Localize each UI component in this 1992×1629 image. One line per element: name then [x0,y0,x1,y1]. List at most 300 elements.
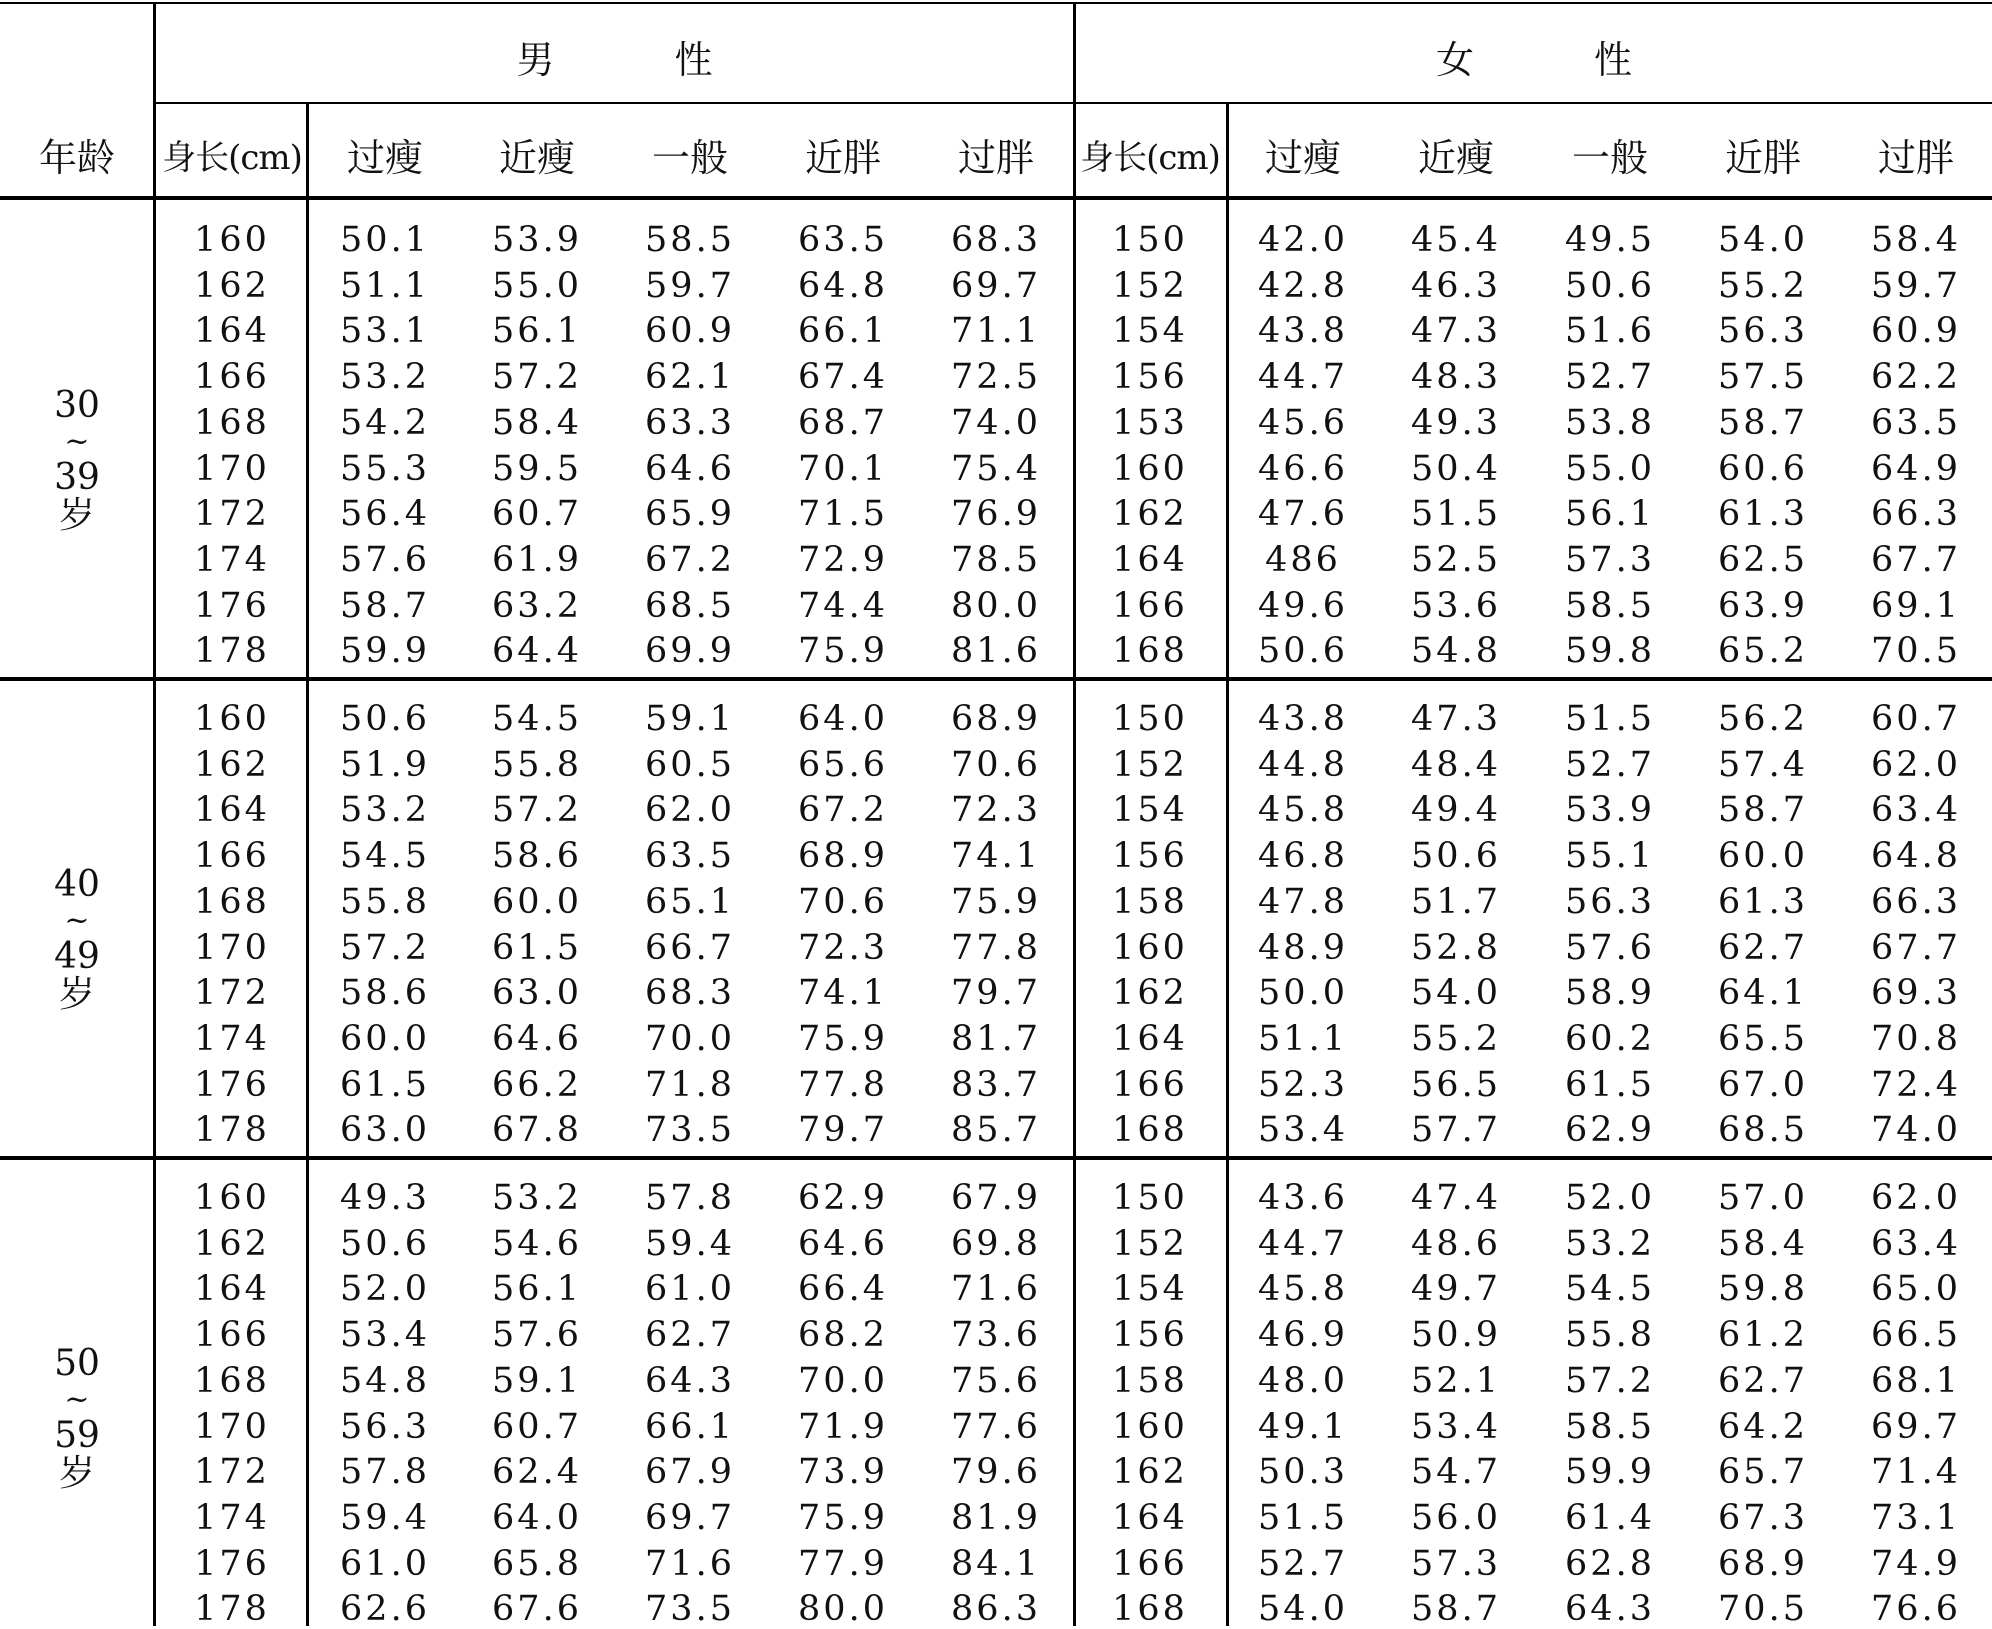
table-cell: 73.5 [645,1110,735,1150]
table-cell: 60.0 [340,1019,430,1059]
table-cell: 49.6 [1258,586,1348,626]
table-cell: 160 [194,220,270,260]
female-chubby-header: 近胖 [1724,136,1801,180]
table-cell: 44.8 [1258,745,1348,785]
table-cell: 47.4 [1411,1178,1501,1218]
table-cell: 48.3 [1411,357,1501,397]
table-cell: 68.3 [951,220,1041,260]
table-cell: 55.3 [340,449,430,489]
table-cell: 160 [194,699,270,739]
table-cell: 54.7 [1411,1452,1501,1492]
table-cell: 166 [194,357,270,397]
table-cell: 65.5 [1718,1019,1808,1059]
table-cell: 50.4 [1411,449,1501,489]
table-cell: 67.7 [1871,928,1961,968]
table-cell: 72.9 [798,540,888,580]
table-cell: 63.0 [492,973,582,1013]
table-cell: 154 [1112,1269,1188,1309]
female-header-char-1: 女 [1435,38,1474,82]
table-cell: 63.4 [1871,1224,1961,1264]
table-cell: 174 [194,1498,270,1538]
table-cell: 64.0 [492,1498,582,1538]
table-cell: 85.7 [951,1110,1041,1150]
table-cell: 63.5 [798,220,888,260]
table-cell: 55.1 [1565,836,1655,876]
table-cell: 62.5 [1718,540,1808,580]
table-cell: 64.3 [645,1361,735,1401]
table-cell: 52.7 [1565,357,1655,397]
table-cell: 170 [194,1407,270,1447]
table-cell: 61.0 [340,1544,430,1584]
table-cell: 158 [1112,882,1188,922]
table-cell: 53.2 [492,1178,582,1218]
table-cell: 63.3 [645,403,735,443]
table-cell: 154 [1112,790,1188,830]
table-cell: 64.6 [492,1019,582,1059]
table-cell: 56.4 [340,494,430,534]
table-cell: 54.0 [1718,220,1808,260]
age-group-label-part: 50 [54,1342,100,1384]
table-cell: 53.4 [1411,1407,1501,1447]
table-cell: 64.9 [1871,449,1961,489]
table-cell: 170 [194,449,270,489]
table-cell: 44.7 [1258,357,1348,397]
table-cell: 69.7 [951,266,1041,306]
table-cell: 79.7 [951,973,1041,1013]
age-group-label-part: 40 [54,863,100,905]
table-cell: 49.4 [1411,790,1501,830]
table-cell: 61.0 [645,1269,735,1309]
table-cell: 158 [1112,1361,1188,1401]
table-cell: 52.1 [1411,1361,1501,1401]
table-cell: 54.5 [340,836,430,876]
table-cell: 55.8 [1565,1315,1655,1355]
table-cell: 68.2 [798,1315,888,1355]
table-cell: 166 [1112,1065,1188,1105]
table-cell: 54.6 [492,1224,582,1264]
table-cell: 75.9 [951,882,1041,922]
table-cell: 50.3 [1258,1452,1348,1492]
table-cell: 150 [1112,1178,1188,1218]
table-cell: 74.0 [951,403,1041,443]
table-cell: 58.7 [1411,1589,1501,1629]
table-cell: 51.1 [340,266,430,306]
table-cell: 486 [1265,540,1341,580]
table-cell: 56.3 [1565,882,1655,922]
table-cell: 63.5 [645,836,735,876]
table-cell: 61.5 [340,1065,430,1105]
table-cell: 160 [1112,449,1188,489]
table-cell: 77.8 [798,1065,888,1105]
table-cell: 63.5 [1871,403,1961,443]
table-cell: 174 [194,540,270,580]
table-cell: 162 [1112,973,1188,1013]
table-cell: 56.1 [492,311,582,351]
table-cell: 64.8 [798,266,888,306]
table-cell: 172 [194,1452,270,1492]
table-cell: 53.4 [1258,1110,1348,1150]
table-cell: 59.5 [492,449,582,489]
table-cell: 45.4 [1411,220,1501,260]
table-cell: 150 [1112,699,1188,739]
table-cell: 73.9 [798,1452,888,1492]
female-height-header: 身长(cm) [1080,138,1220,178]
table-cell: 57.2 [492,790,582,830]
table-cell: 176 [194,1065,270,1105]
table-cell: 64.2 [1718,1407,1808,1447]
table-cell: 160 [1112,1407,1188,1447]
table-cell: 58.5 [645,220,735,260]
table-cell: 84.1 [951,1544,1041,1584]
table-cell: 70.5 [1718,1589,1808,1629]
table-cell: 58.9 [1565,973,1655,1013]
female-thin-header: 近瘦 [1417,136,1494,180]
table-cell: 60.6 [1718,449,1808,489]
table-cell: 57.6 [1565,928,1655,968]
table-cell: 57.6 [492,1315,582,1355]
table-cell: 71.4 [1871,1452,1961,1492]
table-cell: 71.6 [951,1269,1041,1309]
table-cell: 73.6 [951,1315,1041,1355]
table-cell: 59.1 [492,1361,582,1401]
table-cell: 65.0 [1871,1269,1961,1309]
table-cell: 61.5 [492,928,582,968]
table-cell: 65.9 [645,494,735,534]
table-cell: 65.1 [645,882,735,922]
table-cell: 55.2 [1411,1019,1501,1059]
table-cell: 51.6 [1565,311,1655,351]
table-cell: 56.1 [1565,494,1655,534]
table-cell: 178 [194,1589,270,1629]
table-cell: 156 [1112,357,1188,397]
table-cell: 61.5 [1565,1065,1655,1105]
table-cell: 162 [194,745,270,785]
table-cell: 58.4 [1718,1224,1808,1264]
table-cell: 54.5 [492,699,582,739]
table-cell: 62.7 [1718,1361,1808,1401]
table-cell: 162 [194,266,270,306]
table-cell: 74.0 [1871,1110,1961,1150]
table-cell: 70.6 [798,882,888,922]
table-cell: 81.7 [951,1019,1041,1059]
table-cell: 150 [1112,220,1188,260]
table-cell: 59.8 [1718,1269,1808,1309]
table-cell: 60.5 [645,745,735,785]
table-cell: 50.6 [340,1224,430,1264]
table-cell: 50.6 [1565,266,1655,306]
table-cell: 46.3 [1411,266,1501,306]
table-cell: 60.0 [492,882,582,922]
table-cell: 74.1 [798,973,888,1013]
table-cell: 54.0 [1258,1589,1348,1629]
male-header-char-1: 男 [516,38,555,82]
table-cell: 67.9 [645,1452,735,1492]
table-cell: 57.0 [1718,1178,1808,1218]
table-cell: 60.0 [1718,836,1808,876]
male-very-thin-header: 过瘦 [346,136,423,180]
table-cell: 64.6 [645,449,735,489]
table-cell: 62.9 [1565,1110,1655,1150]
table-cell: 153 [1112,403,1188,443]
table-cell: 43.8 [1258,699,1348,739]
table-cell: 62.4 [492,1452,582,1492]
table-cell: 78.5 [951,540,1041,580]
table-cell: 54.8 [1411,631,1501,671]
table-cell: 57.3 [1411,1544,1501,1584]
table-cell: 58.4 [492,403,582,443]
table-cell: 152 [1112,266,1188,306]
table-cell: 66.7 [645,928,735,968]
table-cell: 58.6 [340,973,430,1013]
table-cell: 168 [1112,1110,1188,1150]
table-cell: 174 [194,1019,270,1059]
table-cell: 71.6 [645,1544,735,1584]
table-cell: 62.9 [798,1178,888,1218]
table-cell: 70.0 [798,1361,888,1401]
table-cell: 56.0 [1411,1498,1501,1538]
table-cell: 58.7 [1718,403,1808,443]
table-cell: 166 [1112,1544,1188,1584]
table-cell: 61.3 [1718,494,1808,534]
age-group-label-part: 岁 [58,494,95,536]
age-group-label [0,863,154,1015]
table-cell: 154 [1112,311,1188,351]
age-group-label [0,384,154,536]
table-cell: 52.5 [1411,540,1501,580]
table-cell: 59.4 [645,1224,735,1264]
age-group-label [0,1342,154,1494]
table-cell: 168 [194,403,270,443]
male-height-header: 身长(cm) [162,138,302,178]
table-cell: 65.6 [798,745,888,785]
table-cell: 68.5 [1718,1110,1808,1150]
table-cell: 57.5 [1718,357,1808,397]
table-cell: 74.4 [798,586,888,626]
male-chubby-header: 近胖 [804,136,881,180]
table-cell: 73.5 [645,1589,735,1629]
table-cell: 62.0 [1871,1178,1961,1218]
table-cell: 80.0 [951,586,1041,626]
table-cell: 166 [194,1315,270,1355]
table-cell: 47.3 [1411,311,1501,351]
table-cell: 52.7 [1565,745,1655,785]
table-cell: 64.8 [1871,836,1961,876]
table-cell: 63.0 [340,1110,430,1150]
table-cell: 43.8 [1258,311,1348,351]
table-cell: 61.4 [1565,1498,1655,1538]
table-cell: 69.7 [1871,1407,1961,1447]
table-cell: 59.8 [1565,631,1655,671]
table-cell: 57.2 [492,357,582,397]
table-cell: 162 [1112,1452,1188,1492]
table-cell: 63.2 [492,586,582,626]
table-cell: 62.0 [645,790,735,830]
table-cell: 164 [194,1269,270,1309]
table-cell: 66.4 [798,1269,888,1309]
table-cell: 45.6 [1258,403,1348,443]
table-cell: 57.4 [1718,745,1808,785]
table-cell: 70.0 [645,1019,735,1059]
table-cell: 164 [1112,1498,1188,1538]
table-cell: 54.0 [1411,973,1501,1013]
table-cell: 162 [194,1224,270,1264]
table-cell: 83.7 [951,1065,1041,1105]
table-cell: 68.5 [645,586,735,626]
table-cell: 59.7 [645,266,735,306]
table-cell: 67.0 [1718,1065,1808,1105]
table-cell: 72.3 [798,928,888,968]
table-cell: 63.4 [1871,790,1961,830]
table-cell: 56.3 [340,1407,430,1447]
table-cell: 75.4 [951,449,1041,489]
table-cell: 48.0 [1258,1361,1348,1401]
table-cell: 58.5 [1565,586,1655,626]
table-cell: 70.5 [1871,631,1961,671]
table-cell: 70.1 [798,449,888,489]
table-top-rule [0,2,1992,4]
table-cell: 61.2 [1718,1315,1808,1355]
table-cell: 66.1 [798,311,888,351]
table-cell: 49.3 [1411,403,1501,443]
table-cell: 66.3 [1871,882,1961,922]
table-cell: 59.9 [340,631,430,671]
age-group-label-part: 49 [54,935,100,977]
table-cell: 62.7 [1718,928,1808,968]
table-cell: 69.8 [951,1224,1041,1264]
table-cell: 52.0 [1565,1178,1655,1218]
table-cell: 53.8 [1565,403,1655,443]
table-cell: 65.7 [1718,1452,1808,1492]
table-cell: 68.9 [1718,1544,1808,1584]
female-very-fat-header: 过胖 [1877,136,1954,180]
table-cell: 172 [194,973,270,1013]
table-cell: 57.3 [1565,540,1655,580]
table-cell: 72.3 [951,790,1041,830]
table-cell: 62.0 [1871,745,1961,785]
table-cell: 176 [194,586,270,626]
table-cell: 50.6 [1411,836,1501,876]
table-cell: 47.3 [1411,699,1501,739]
table-cell: 45.8 [1258,790,1348,830]
table-cell: 68.1 [1871,1361,1961,1401]
table-cell: 49.3 [340,1178,430,1218]
table-cell: 164 [194,790,270,830]
table-cell: 58.6 [492,836,582,876]
table-cell: 59.7 [1871,266,1961,306]
table-cell: 58.5 [1565,1407,1655,1447]
table-cell: 66.2 [492,1065,582,1105]
table-cell: 53.2 [340,357,430,397]
table-cell: 61.9 [492,540,582,580]
table-cell: 54.2 [340,403,430,443]
table-cell: 55.8 [492,745,582,785]
age-group-label-part: ~ [64,902,90,938]
table-cell: 160 [1112,928,1188,968]
male-very-fat-header: 过胖 [957,136,1034,180]
table-cell: 67.2 [645,540,735,580]
table-cell: 50.6 [340,699,430,739]
table-cell: 170 [194,928,270,968]
table-cell: 71.5 [798,494,888,534]
age-group-label-part: 岁 [58,973,95,1015]
table-cell: 67.9 [951,1178,1041,1218]
table-cell: 58.4 [1871,220,1961,260]
table-cell: 81.9 [951,1498,1041,1538]
group-divider-2 [0,1156,1992,1160]
table-cell: 74.9 [1871,1544,1961,1584]
table-cell: 62.1 [645,357,735,397]
table-cell: 62.6 [340,1589,430,1629]
table-cell: 67.4 [798,357,888,397]
table-cell: 76.9 [951,494,1041,534]
table-cell: 45.8 [1258,1269,1348,1309]
table-cell: 66.3 [1871,494,1961,534]
table-cell: 43.6 [1258,1178,1348,1218]
table-cell: 64.6 [798,1224,888,1264]
table-cell: 168 [1112,1589,1188,1629]
table-cell: 61.3 [1718,882,1808,922]
table-cell: 54.5 [1565,1269,1655,1309]
age-column-header: 年龄 [38,136,115,180]
table-cell: 168 [1112,631,1188,671]
column-header-rule [0,196,1992,200]
table-cell: 53.9 [1565,790,1655,830]
table-cell: 55.0 [1565,449,1655,489]
table-cell: 51.5 [1565,699,1655,739]
table-cell: 55.2 [1718,266,1808,306]
table-cell: 53.4 [340,1315,430,1355]
age-group-label-part: ~ [64,423,90,459]
table-cell: 56.2 [1718,699,1808,739]
age-group-label-part: 岁 [58,1452,95,1494]
table-cell: 51.7 [1411,882,1501,922]
table-cell: 60.7 [492,1407,582,1447]
table-cell: 166 [1112,586,1188,626]
table-cell: 67.3 [1718,1498,1808,1538]
table-cell: 66.1 [645,1407,735,1447]
table-cell: 48.9 [1258,928,1348,968]
table-cell: 80.0 [798,1589,888,1629]
male-header-char-2: 性 [674,38,713,82]
table-cell: 68.7 [798,403,888,443]
table-cell: 55.0 [492,266,582,306]
table-cell: 74.1 [951,836,1041,876]
table-cell: 71.1 [951,311,1041,351]
table-cell: 50.6 [1258,631,1348,671]
table-cell: 49.7 [1411,1269,1501,1309]
table-cell: 67.7 [1871,540,1961,580]
table-cell: 164 [1112,540,1188,580]
table-cell: 77.8 [951,928,1041,968]
table-cell: 53.9 [492,220,582,260]
table-cell: 73.1 [1871,1498,1961,1538]
table-cell: 72.4 [1871,1065,1961,1105]
table-cell: 178 [194,631,270,671]
table-cell: 50.0 [1258,973,1348,1013]
female-header [1076,38,1992,82]
table-cell: 52.8 [1411,928,1501,968]
male-normal-header: 一般 [651,136,728,180]
age-group-label-part: 59 [54,1414,100,1456]
table-cell: 86.3 [951,1589,1041,1629]
table-cell: 62.8 [1565,1544,1655,1584]
table-cell: 75.9 [798,1498,888,1538]
table-cell: 168 [194,1361,270,1401]
table-cell: 51.9 [340,745,430,785]
table-cell: 68.3 [645,973,735,1013]
table-cell: 69.9 [645,631,735,671]
table-cell: 58.7 [1718,790,1808,830]
